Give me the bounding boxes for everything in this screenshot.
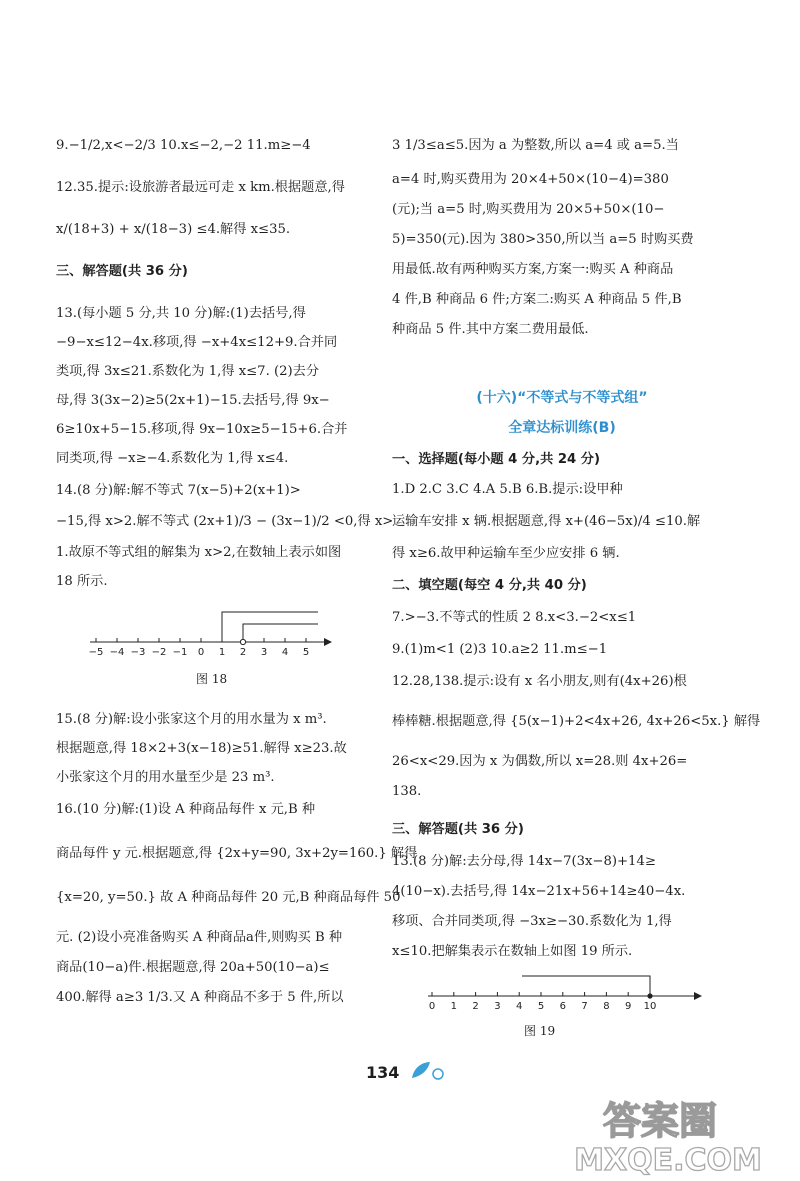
axis-tick-label: 5 xyxy=(537,1001,545,1012)
axis-tick-label: −1 xyxy=(172,647,188,656)
axis-tick-label: 4 xyxy=(516,1001,523,1012)
answer-line: x/(18+3) + x/(18−3) ≤4.解得 x≤35. xyxy=(56,222,291,237)
section-heading: 三、解答题(共 36 分) xyxy=(56,264,188,279)
answer-line: 商品(10−a)件.根据题意,得 20a+50(10−a)≤ xyxy=(56,960,330,975)
answer-line: 小张家这个月的用水量至少是 23 m³. xyxy=(56,770,275,785)
axis-tick-label: 3 xyxy=(260,647,268,656)
figure-caption: 图 18 xyxy=(196,672,228,686)
answer-line: 母,得 3(3x−2)≥5(2x+1)−15.去括号,得 9x− xyxy=(56,393,330,408)
answer-line: 12.35.提示:设旅游者最远可走 x km.根据题意,得 xyxy=(56,180,345,195)
answer-line: 14.(8 分)解:解不等式 7(x−5)+2(x+1)> xyxy=(56,483,301,498)
figure-caption: 图 19 xyxy=(524,1024,556,1038)
number-line-figure-19 xyxy=(422,966,722,1016)
answer-line: 移项、合并同类项,得 −3x≥−30.系数化为 1,得 xyxy=(392,914,672,929)
axis-tick-label: −5 xyxy=(88,647,104,656)
watermark-logo-text: 答案圈 xyxy=(602,1099,718,1143)
answer-line: 3 1/3≤a≤5.因为 a 为整数,所以 a=4 或 a=5.当 xyxy=(392,138,679,153)
watermark-url: MXQE.COM xyxy=(574,1143,762,1176)
axis-tick-label: 6 xyxy=(559,1001,566,1012)
answer-line: 5)=350(元).因为 380>350,所以当 a=5 时购买费 xyxy=(392,232,694,247)
axis-tick-label: 4 xyxy=(281,647,289,656)
leaf-logo-icon xyxy=(408,1058,448,1082)
axis-tick-label: 5 xyxy=(302,647,310,656)
answer-line: 根据题意,得 18×2+3(x−18)≥51.解得 x≥23.故 xyxy=(56,741,347,756)
answer-line: 6≥10x+5−15.移项,得 9x−10x≥5−15+6.合并 xyxy=(56,422,348,437)
answer-line: 4 件,B 种商品 6 件;方案二:购买 A 种商品 5 件,B xyxy=(392,292,682,307)
answer-line: 运输车安排 x 辆.根据题意,得 x+(46−5x)/4 ≤10.解 xyxy=(392,514,701,529)
answer-line: 13.(每小题 5 分,共 10 分)解:(1)去括号,得 xyxy=(56,306,306,321)
answer-line: 9.−1/2,x<−2/3 10.x≤−2,−2 11.m≥−4 xyxy=(56,138,311,153)
answer-line: 得 x≥6.故甲种运输车至少应安排 6 辆. xyxy=(392,546,620,561)
answer-line: a=4 时,购买费用为 20×4+50×(10−4)=380 xyxy=(392,172,669,187)
answer-line: 26<x<29.因为 x 为偶数,所以 x=28.则 4x+26= xyxy=(392,754,688,769)
axis-tick-label: 2 xyxy=(239,647,247,656)
answer-line: 同类项,得 −x≥−4.系数化为 1,得 x≤4. xyxy=(56,451,289,466)
axis-tick-label: 0 xyxy=(428,1001,436,1012)
axis-tick-label: 2 xyxy=(472,1001,479,1012)
answer-line: 1.故原不等式组的解集为 x>2,在数轴上表示如图 xyxy=(56,545,342,560)
answer-line: 12.28,138.提示:设有 x 名小朋友,则有(4x+26)根 xyxy=(392,674,687,689)
axis-tick-label: 0 xyxy=(197,647,205,656)
answer-line: 7.>−3.不等式的性质 2 8.x<3.−2<x≤1 xyxy=(392,610,637,625)
axis-tick-label: 1 xyxy=(218,647,226,656)
chapter-title: (十六)“不等式与不等式组” xyxy=(476,390,648,406)
answer-line: −15,得 x>2.解不等式 (2x+1)/3 − (3x−1)/2 <0,得 x> xyxy=(56,514,394,529)
section-heading: 三、解答题(共 36 分) xyxy=(392,822,524,837)
answer-line: 棒棒糖.根据题意,得 {5(x−1)+2<4x+26, 4x+26<5x.} 解得 xyxy=(392,714,761,729)
axis-tick-label: 8 xyxy=(603,1001,610,1012)
answer-line: 400.解得 a≥3 1/3.又 A 种商品不多于 5 件,所以 xyxy=(56,990,344,1005)
answer-line: 138. xyxy=(392,784,422,799)
answer-line: 16.(10 分)解:(1)设 A 种商品每件 x 元,B 种 xyxy=(56,802,316,817)
answer-line: 元. (2)设小亮准备购买 A 种商品a件,则购买 B 种 xyxy=(56,930,343,945)
answer-line: x≤10.把解集表示在数轴上如图 19 所示. xyxy=(392,944,633,959)
answer-line: 种商品 5 件.其中方案二费用最低. xyxy=(392,322,589,337)
number-line-figure-18 xyxy=(56,600,346,656)
answer-line: 13.(8 分)解:去分母,得 14x−7(3x−8)+14≥ xyxy=(392,854,656,869)
axis-tick-label: −3 xyxy=(130,647,146,656)
answer-line: 用最低.故有两种购买方案,方案一:购买 A 种商品 xyxy=(392,262,674,277)
page-number: 134 xyxy=(366,1063,400,1082)
axis-tick-label: 1 xyxy=(450,1001,457,1012)
section-heading: 二、填空题(每空 4 分,共 40 分) xyxy=(392,578,587,593)
axis-tick-label: −4 xyxy=(109,647,125,656)
axis-tick-label: 9 xyxy=(625,1001,632,1012)
answer-line: 类项,得 3x≤21.系数化为 1,得 x≤7. (2)去分 xyxy=(56,364,320,379)
answer-line: 9.(1)m<1 (2)3 10.a≥2 11.m≤−1 xyxy=(392,642,608,657)
answer-line: 15.(8 分)解:设小张家这个月的用水量为 x m³. xyxy=(56,712,327,727)
section-heading: 一、选择题(每小题 4 分,共 24 分) xyxy=(392,452,601,467)
axis-tick-label: 10 xyxy=(643,1001,657,1012)
answer-line: (元);当 a=5 时,购买费用为 20×5+50×(10− xyxy=(392,202,665,217)
chapter-subtitle: 全章达标训练(B) xyxy=(508,420,616,436)
site-watermark xyxy=(560,1092,770,1176)
axis-tick-label: 7 xyxy=(581,1001,588,1012)
answer-line: 1.D 2.C 3.C 4.A 5.B 6.B.提示:设甲种 xyxy=(392,482,623,497)
axis-tick-label: 3 xyxy=(494,1001,501,1012)
answer-line: 商品每件 y 元.根据题意,得 {2x+y=90, 3x+2y=160.} 解得 xyxy=(56,846,418,861)
answer-line: −9−x≤12−4x.移项,得 −x+4x≤12+9.合并同 xyxy=(56,335,338,350)
answer-line: {x=20, y=50.} 故 A 种商品每件 20 元,B 种商品每件 50 xyxy=(56,890,401,905)
axis-tick-label: −2 xyxy=(151,647,167,656)
answer-line: 18 所示. xyxy=(56,574,108,589)
answer-line: 4(10−x).去括号,得 14x−21x+56+14≥40−4x. xyxy=(392,884,686,899)
